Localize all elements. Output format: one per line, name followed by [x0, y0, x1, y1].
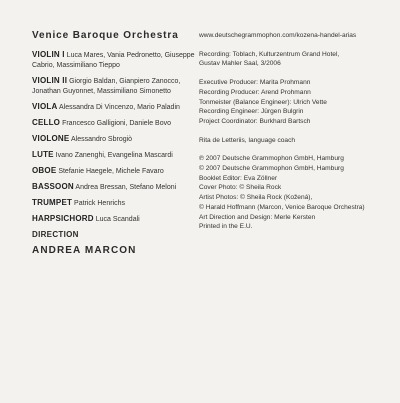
section-players: Alessandra Di Vincenzo, Mario Paladin — [59, 104, 180, 111]
production-block — [199, 78, 395, 127]
production-credits — [199, 31, 395, 241]
production-line: Tonmeister (Balance Engineer): Ulrich Vette — [199, 98, 327, 106]
roster-section — [32, 50, 200, 71]
orchestra-title: Venice Baroque Orchestra — [32, 30, 179, 41]
website-block — [199, 31, 395, 41]
production-line: Executive Producer: Marita Prohmann — [199, 79, 311, 87]
production-line: Recording Producer: Arend Prohmann — [199, 88, 311, 96]
legal-line: © 2007 Deutsche Grammophon GmbH, Hamburg — [199, 165, 344, 173]
roster-section — [32, 214, 200, 225]
legal-line: ℗ 2007 Deutsche Grammophon GmbH, Hamburg — [199, 155, 344, 163]
section-role: CELLO — [32, 118, 61, 127]
website-text: www.deutschegrammophon.com/kozena-handel-arias — [199, 32, 357, 39]
legal-block — [199, 154, 395, 232]
legal-line: Cover Photo: © Sheila Rock — [199, 184, 282, 192]
section-players: Patrick Henrichs — [74, 200, 125, 207]
section-players: Ivano Zanenghi, Evangelina Mascardi — [55, 152, 173, 159]
direction-label: DIRECTION — [32, 230, 79, 239]
roster-section — [32, 166, 200, 177]
section-role: OBOE — [32, 166, 57, 175]
section-role: TRUMPET — [32, 198, 73, 207]
section-players: Luca Scandali — [95, 216, 140, 223]
language-coach-block — [199, 136, 395, 146]
section-players: Francesco Galligioni, Daniele Bovo — [62, 120, 172, 127]
roster-section — [32, 182, 200, 193]
section-role: HARPSICHORD — [32, 214, 94, 223]
section-role: LUTE — [32, 150, 54, 159]
section-role: VIOLA — [32, 102, 58, 111]
section-players: Luca Mares, Vania Pedronetto, Giuseppe Cabrio, Massimiliano Tieppo — [32, 52, 195, 69]
language-coach-line: Rita de Letteriis, language coach — [199, 136, 296, 144]
recording-block — [199, 50, 395, 69]
production-line: Project Coordinator: Burkhard Bartsch — [199, 117, 311, 125]
section-role: VIOLONE — [32, 134, 70, 143]
roster-section — [32, 150, 200, 161]
section-role: VIOLIN I — [32, 50, 65, 59]
legal-line: © Harald Hoffmann (Marcon, Venice Baroque Orchestra) — [199, 203, 365, 211]
section-players: Alessandro Sbrogiò — [70, 136, 133, 143]
legal-line: Printed in the E.U. — [199, 223, 253, 231]
roster-section — [32, 198, 200, 209]
section-players: Andrea Bressan, Stefano Meloni — [75, 184, 177, 191]
production-line: Recording Engineer: Jürgen Bulgrin — [199, 108, 304, 116]
recording-line: Gustav Mahler Saal, 3/2006 — [199, 60, 281, 68]
section-players: Stefanie Haegele, Michele Favaro — [58, 168, 164, 175]
conductor-name: ANDREA MARCON — [32, 245, 137, 256]
roster-section — [32, 134, 200, 145]
legal-line: Art Direction and Design: Merle Kersten — [199, 213, 316, 221]
legal-line: Booklet Editor: Eva Zöllner — [199, 174, 278, 182]
orchestra-roster — [32, 30, 200, 256]
recording-line: Recording: Toblach, Kulturzentrum Grand Hotel, — [199, 50, 340, 58]
roster-section — [32, 76, 200, 97]
section-players: Giorgio Baldan, Gianpiero Zanocco, Jonathan Guyonnet, Massimiliano Simonetto — [32, 78, 181, 95]
roster-section — [32, 118, 200, 129]
section-role: VIOLIN II — [32, 76, 68, 85]
roster-section — [32, 102, 200, 113]
section-role: BASSOON — [32, 182, 74, 191]
legal-line: Artist Photos: © Sheila Rock (Kožená), — [199, 194, 313, 202]
